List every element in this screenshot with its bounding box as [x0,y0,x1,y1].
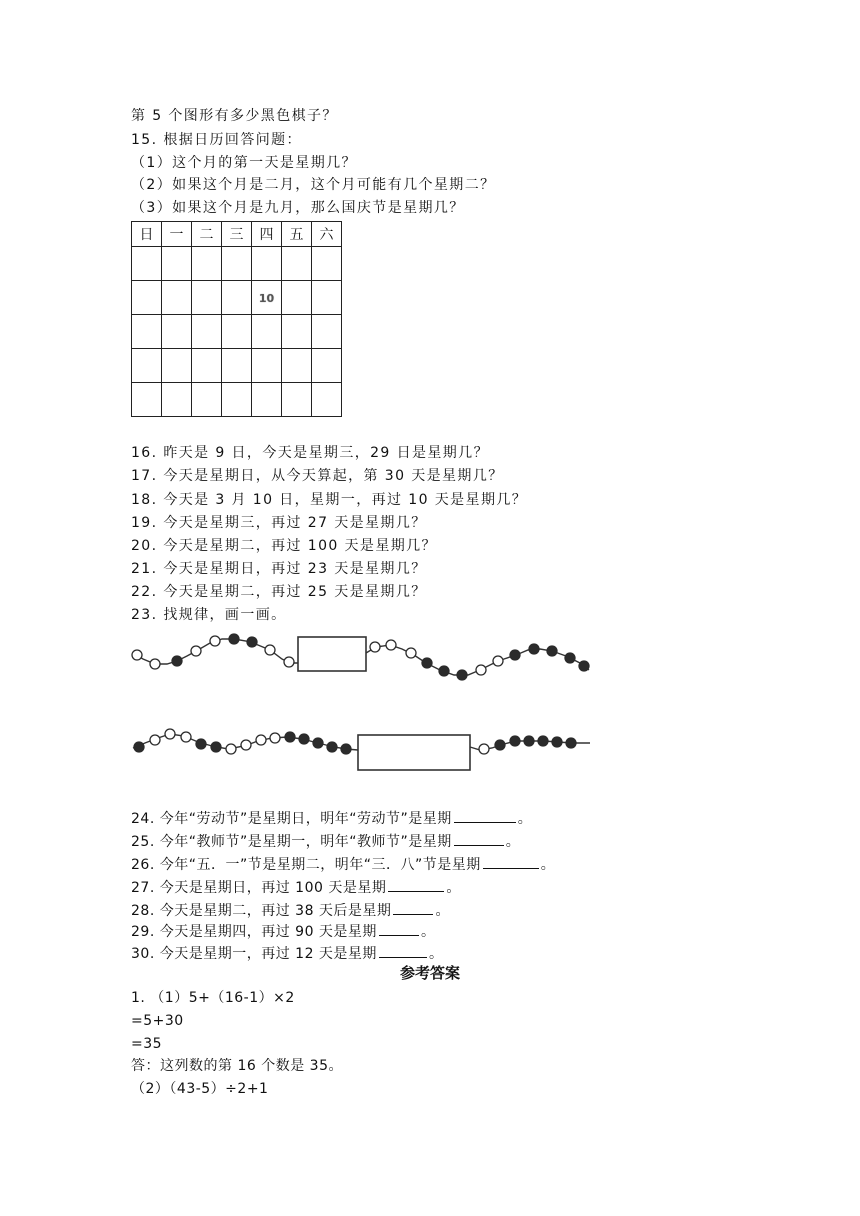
question-20: 20. 今天是星期二，再过 100 天是星期几？ [131,538,437,554]
fill-blank-25 [131,831,520,852]
q15-part-1: （1）这个月的第一天是星期几？ [131,155,357,171]
calendar-header-fri: 五 [282,222,312,247]
fill-blank-24-text: 24. 今年“劳动节”是星期日，明年“劳动节”是星期 [131,811,452,827]
black-bead [565,653,575,663]
answer-blank-25[interactable] [454,831,504,846]
fill-blank-28-text: 28. 今天是星期二，再过 38 天后是星期 [131,903,392,919]
fill-blank-30-text: 30. 今天是星期一，再过 12 天是星期 [131,946,377,962]
calendar-date-10: 10 [258,291,275,305]
answer-line-2: =5+30 [131,1013,184,1029]
black-bead [552,737,562,747]
answer-line-3: =35 [131,1036,163,1052]
black-bead [566,738,576,748]
black-bead [422,658,432,668]
black-bead [457,670,467,680]
black-bead [510,650,520,660]
fill-blank-30-end: 。 [428,946,444,962]
fill-blank-24 [131,808,532,829]
fill-blank-29-end: 。 [420,924,436,940]
answer-line-4: 答：这列数的第 16 个数是 35。 [131,1058,343,1074]
answer-blank-26[interactable] [483,854,539,869]
black-bead [327,742,337,752]
fill-blank-26-text: 26. 今年“五．一”节是星期二，明年“三．八”节是星期 [131,857,481,873]
black-bead [510,736,520,746]
black-bead [538,736,548,746]
calendar-header-mon: 一 [162,222,192,247]
calendar-header-thu: 四 [252,222,282,247]
white-bead [150,735,160,745]
white-bead [370,642,380,652]
question-19: 19. 今天是星期三，再过 27 天是星期几？ [131,515,427,531]
fill-blank-26-end: 。 [540,857,556,873]
answer-line-1: 1. （1）5+（16-1）×2 [131,990,295,1006]
black-bead [196,739,206,749]
black-bead [134,742,144,752]
white-bead [270,733,280,743]
answer-line-5: （2）（43-5）÷2+1 [131,1081,269,1097]
question-17: 17. 今天是星期日，从今天算起，第 30 天是星期几？ [131,468,504,484]
question-16: 16. 昨天是 9 日，今天是星期三，29 日是星期几？ [131,445,489,461]
question-22: 22. 今天是星期二，再过 25 天是星期几？ [131,584,427,600]
fill-blank-28-end: 。 [435,903,450,919]
black-bead [229,634,239,644]
question-23: 23. 找规律，画一画。 [131,607,287,623]
answer-blank-28[interactable] [393,900,433,915]
black-bead [439,666,449,676]
white-bead [165,729,175,739]
fill-blank-29 [131,921,435,942]
q15-title: 15. 根据日历回答问题： [131,132,302,148]
white-bead [284,657,294,667]
black-bead [529,644,539,654]
black-bead [524,736,534,746]
bead-string-2 [133,729,590,770]
black-bead [247,637,257,647]
q15-part-3: （3）如果这个月是九月，那么国庆节是星期几？ [131,200,465,216]
black-bead [299,734,309,744]
fill-blank-27-end: 。 [446,880,461,896]
black-bead [341,744,351,754]
white-bead [226,744,236,754]
white-bead [493,656,503,666]
white-bead [210,636,220,646]
fill-blank-28 [131,900,450,921]
question-18: 18. 今天是 3 月 10 日，星期一，再过 10 天是星期几？ [131,492,528,508]
calendar-header-tue: 二 [192,222,222,247]
black-bead [285,732,295,742]
white-bead [386,640,396,650]
fill-blank-26 [131,854,555,875]
white-bead [191,646,201,656]
black-bead [579,661,589,671]
black-bead [547,646,557,656]
bead-string-1 [132,634,589,680]
answer-blank-30[interactable] [379,943,427,958]
q15-part-2: （2）如果这个月是二月，这个月可能有几个星期二？ [131,177,496,193]
answer-blank-24[interactable] [454,808,516,823]
fill-blank-27 [131,877,461,898]
white-bead [132,650,142,660]
white-bead [241,740,251,750]
white-bead [479,744,489,754]
answers-heading: 参考答案 [400,964,461,982]
white-bead [265,645,275,655]
black-bead [313,738,323,748]
answer-blank-29[interactable] [379,921,419,936]
answer-box-1[interactable] [298,637,366,671]
white-bead [150,659,160,669]
fill-blank-29-text: 29. 今天是星期四，再过 90 天是星期 [131,924,377,940]
calendar-header-sun: 日 [132,222,162,247]
black-bead [172,656,182,666]
white-bead [406,648,416,658]
fill-blank-24-end: 。 [517,811,533,827]
black-bead [211,742,221,752]
answer-box-2[interactable] [358,735,470,770]
fill-blank-25-text: 25. 今年“教师节”是星期一，明年“教师节”是星期 [131,834,452,850]
white-bead [476,665,486,675]
white-bead [181,732,191,742]
fill-blank-30 [131,943,443,964]
question-21: 21. 今天是星期日，再过 23 天是星期几？ [131,561,427,577]
fill-blank-27-text: 27. 今天是星期日，再过 100 天是星期 [131,880,387,896]
answer-blank-27[interactable] [388,877,444,892]
white-bead [256,735,266,745]
calendar-header-wed: 三 [222,222,252,247]
intro-line: 第 5 个图形有多少黑色棋子？ [131,108,338,124]
fill-blank-25-end: 。 [505,834,521,850]
calendar-header-sat: 六 [312,222,342,247]
black-bead [495,740,505,750]
